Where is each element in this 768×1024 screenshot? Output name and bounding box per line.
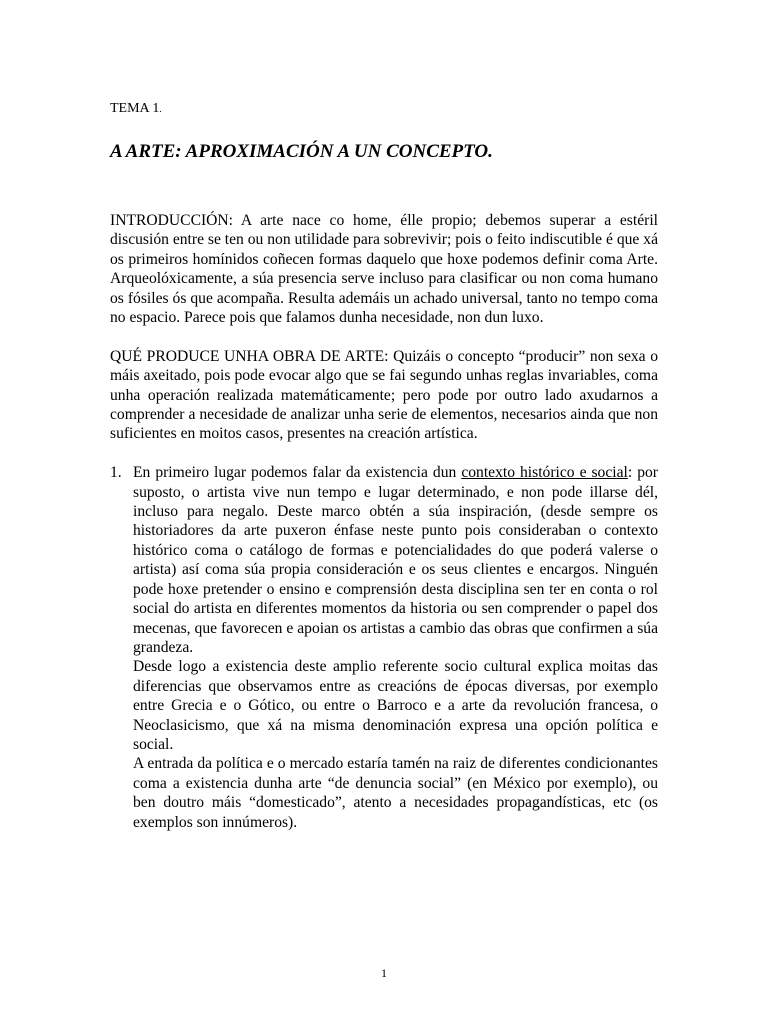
list-item-rest-text: : por suposto, o artista vive nun tempo e lugar determinado, e non pode illarse dél, incluso para negalo. Deste marco obtén a súa inspiración, (desde sempre os historiadores da arte puxeron énfase neste punto pois consideraban o contexto histórico coma o catálogo de formas e potencialidades do que poderá valerse o artista) así coma súa propia consideración e os seus clientes e encargos. Ninguén pode hoxe pretender o ensino e comprensión desta disciplina sen ter en conta o rol social do artista en diferentes momentos da historia ou sen comprender o papel dos mecenas, que favorecen e apoian os artistas a cambio das obras que confirmen a súa grandeza. [133,464,658,656]
que-produce-paragraph: QUÉ PRODUCE UNHA OBRA DE ARTE: Quizáis o concepto “producir” non sexa o máis axeitado, pois pode evocar algo que se fai segundo unhas reglas invariables, coma unha operación realizada matemáticamente; pero pode por outro lado axudarnos a comprender a necesidade de analizar unha serie de elementos, necesarios ainda que non suficientes en moitos casos, presentes na creación artística. [110,347,658,443]
topic-label-text: TEMA 1 [110,101,160,116]
list-item-paragraph-3: A entrada da política e o mercado estaría tamén na raiz de diferentes condicionantes coma a existencia dunha arte “de denuncia social” (en México por exemplo), ou ben doutro máis “domesticado”, atento a necesidades propagandísticas, etc (os exemplos son innúmeros). [133,755,658,831]
list-item-lead-text: En primeiro lugar podemos falar da existencia dun [133,464,462,482]
list-item-number: 1. [110,464,122,482]
topic-label [110,100,162,118]
list-item [110,463,658,832]
numbered-list [110,463,658,832]
document-title: A ARTE: APROXIMACIÓN A UN CONCEPTO. [110,141,493,162]
document-body [110,211,658,832]
intro-paragraph: INTRODUCCIÓN: A arte nace co home, élle propio; debemos superar a estéril discusión entre se ten ou non utilidade para sobrevivir; pois o feito indiscutible é que xá os primeiros homínidos coñecen formas daquelo que hoxe podemos definir coma Arte. Arqueolóxicamente, a súa presencia serve incluso para clasificar ou non coma humano os fósiles ós que acompaña. Resulta ademáis un achado universal, tanto no tempo coma no espacio. Parece pois que falamos dunha necesidade, non dun luxo. [110,212,658,327]
topic-label-dot: . [159,104,162,114]
list-item-paragraph-1 [133,463,658,657]
list-item-paragraph-2: Desde logo a existencia deste amplio referente socio cultural explica moitas das diferencias que observamos entre as creacións de épocas diversas, por exemplo entre Grecia e o Gótico, ou entre o Barroco e a arte da revolución francesa, o Neoclasicismo, que xá na misma denominación expresa una opción política e social. [133,658,658,753]
underlined-term: contexto histórico e social [461,464,628,482]
page-number: 1 [381,966,387,980]
